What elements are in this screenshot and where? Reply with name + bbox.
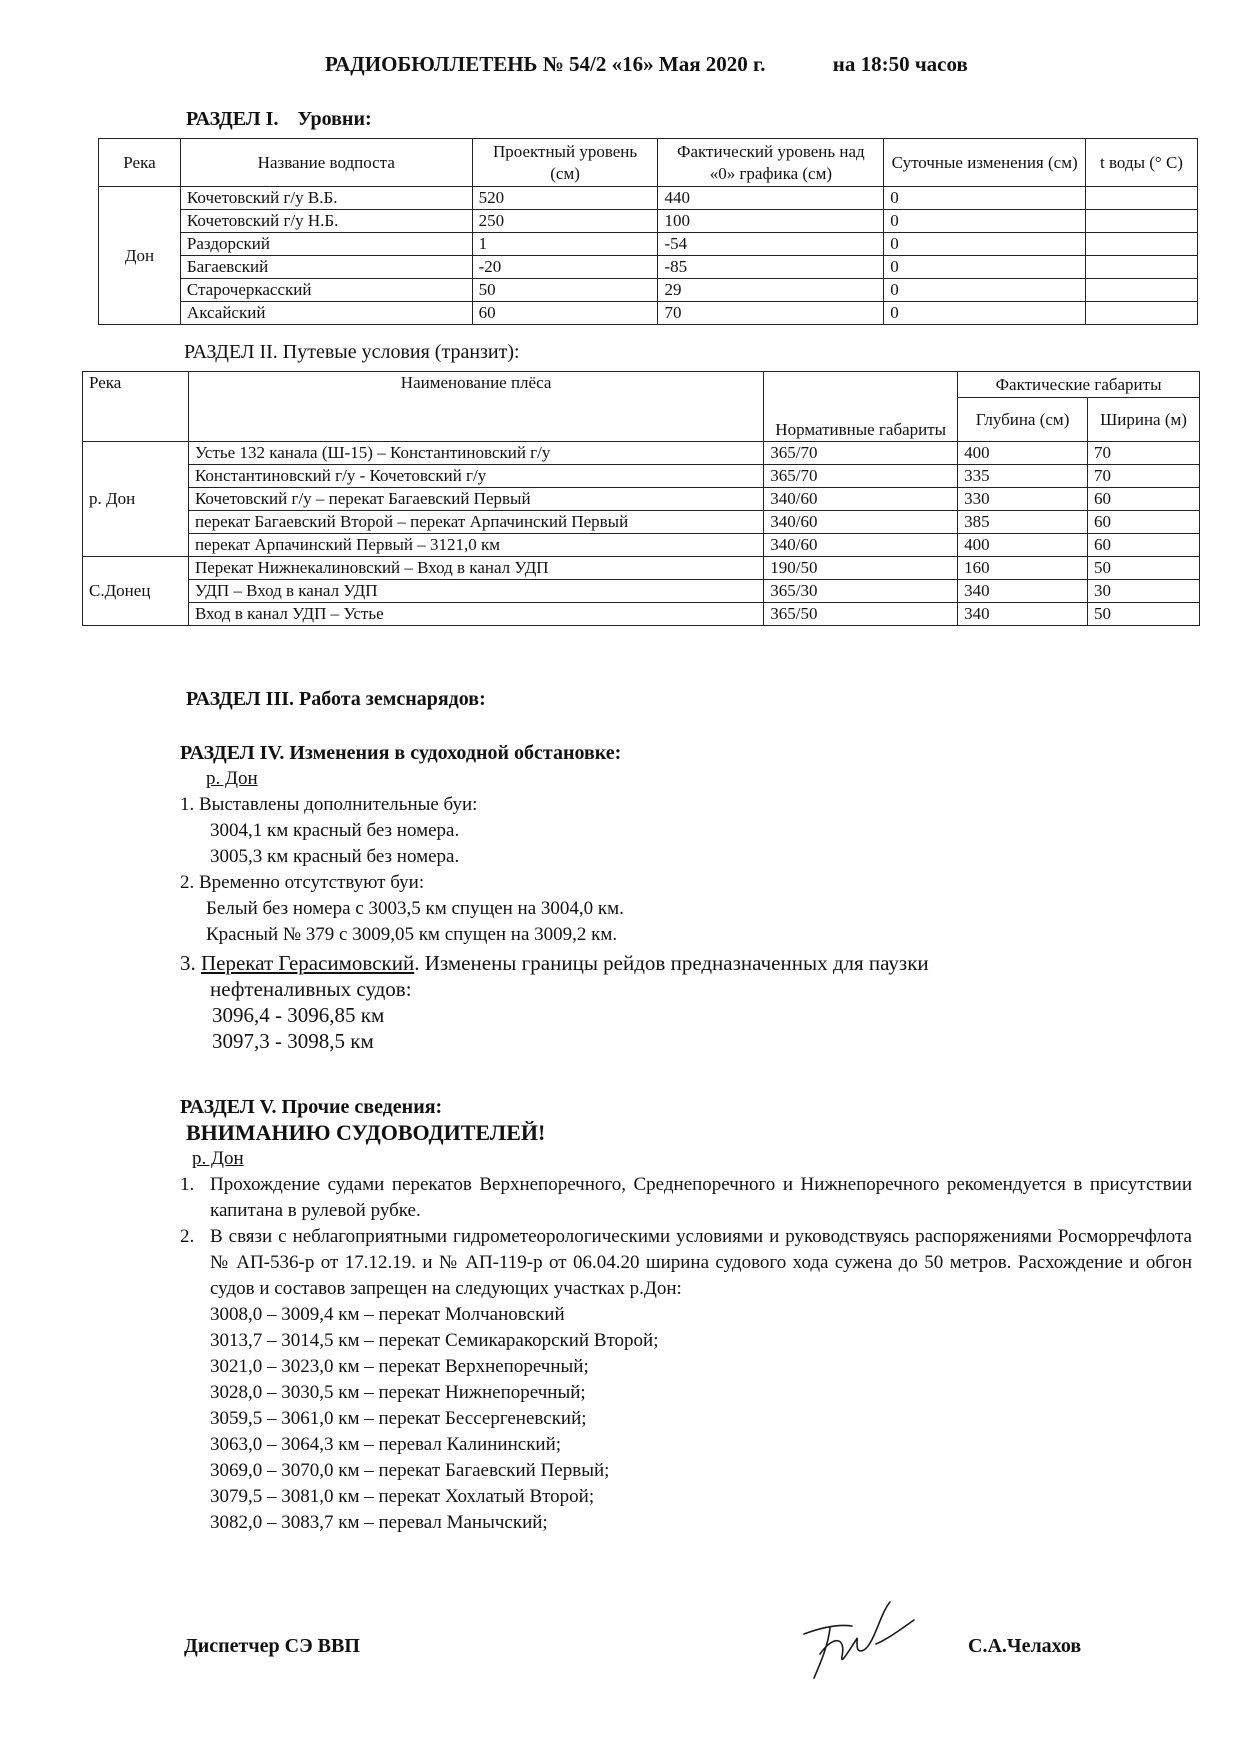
list-item: 3079,5 – 3081,0 км – перекат Хохлатый Второй; <box>210 1486 595 1507</box>
daily-change: 0 <box>884 233 1086 256</box>
water-temp <box>1086 256 1198 279</box>
norm-dimensions: 340/60 <box>764 488 958 511</box>
col-actual-level: Фактический уровень над «0» графика (см) <box>658 139 884 187</box>
table-row <box>83 488 1200 511</box>
section2-title: РАЗДЕЛ II. Путевые условия (транзит): <box>184 341 520 363</box>
actual-level: -54 <box>658 233 884 256</box>
section4-item2: 2. Временно отсутствуют буи: <box>180 872 425 893</box>
depth: 400 <box>958 534 1088 557</box>
width: 60 <box>1088 511 1200 534</box>
section4-title: РАЗДЕЛ IV. Изменения в судоходной обстановке: <box>180 742 622 764</box>
daily-change: 0 <box>884 256 1086 279</box>
section5-title: РАЗДЕЛ V. Прочие сведения: <box>180 1096 443 1118</box>
actual-level: 100 <box>658 210 884 233</box>
river-cell: Дон <box>99 187 181 325</box>
col-depth: Глубина (см) <box>958 398 1088 442</box>
table-row <box>83 580 1200 603</box>
daily-change: 0 <box>884 279 1086 302</box>
river-cell: С.Донец <box>83 557 189 626</box>
depth: 340 <box>958 580 1088 603</box>
post-name: Кочетовский г/у В.Б. <box>180 187 472 210</box>
table-row <box>83 603 1200 626</box>
col-norm-dimensions: Нормативные габариты <box>764 372 958 442</box>
section4-block <box>180 740 1100 1054</box>
buoy-missing-line: Белый без номера с 3003,5 км спущен на 3004,0 км. <box>206 898 624 919</box>
stretch-name: перекат Арпачинский Первый – 3121,0 км <box>188 534 763 557</box>
water-temp <box>1086 233 1198 256</box>
post-name: Раздорский <box>180 233 472 256</box>
item3-number: 3. <box>180 951 196 975</box>
daily-change: 0 <box>884 187 1086 210</box>
width: 50 <box>1088 557 1200 580</box>
buoy-added-line: 3004,1 км красный без номера. <box>210 820 460 841</box>
bulletin-title <box>325 52 968 77</box>
dispatcher-name: С.А.Челахов <box>968 1635 1082 1657</box>
col-water-temp: t воды (° С) <box>1086 139 1198 187</box>
table-row <box>99 187 1198 210</box>
table-row <box>99 256 1198 279</box>
table-row <box>99 302 1198 325</box>
stretch-name: УДП – Вход в канал УДП <box>188 580 763 603</box>
width: 60 <box>1088 534 1200 557</box>
table-row <box>99 233 1198 256</box>
width: 70 <box>1088 442 1200 465</box>
route-header-row <box>83 372 1200 398</box>
raid-boundary-line: 3097,3 - 3098,5 км <box>212 1029 374 1053</box>
daily-change: 0 <box>884 210 1086 233</box>
section4-item1: 1. Выставлены дополнительные буи: <box>180 794 478 815</box>
project-level: 520 <box>472 187 658 210</box>
actual-level: -85 <box>658 256 884 279</box>
width: 60 <box>1088 488 1200 511</box>
item3-place: Перекат Герасимовский <box>201 951 415 975</box>
levels-header-row <box>99 139 1198 187</box>
table-row <box>99 279 1198 302</box>
attention-heading: ВНИМАНИЮ СУДОВОДИТЕЛЕЙ! <box>186 1120 546 1145</box>
signature-image <box>790 1594 920 1684</box>
bulletin-time: на 18:50 часов <box>832 52 968 76</box>
list-item: 3082,0 – 3083,7 км – перевал Манычский; <box>210 1512 548 1533</box>
stretch-name: Константиновский г/у - Кочетовский г/у <box>188 465 763 488</box>
actual-level: 70 <box>658 302 884 325</box>
col-stretch-name: Наименование плёса <box>188 372 763 442</box>
dispatcher-position: Диспетчер СЭ ВВП <box>184 1635 360 1657</box>
section1-title: РАЗДЕЛ I. <box>186 108 279 130</box>
project-level: 50 <box>472 279 658 302</box>
water-temp <box>1086 302 1198 325</box>
bulletin-number-date: РАДИОБЮЛЛЕТЕНЬ № 54/2 «16» Мая 2020 г. <box>325 52 766 76</box>
post-name: Аксайский <box>180 302 472 325</box>
stretch-name: перекат Багаевский Второй – перекат Арпачинский Первый <box>188 511 763 534</box>
buoy-added-line: 3005,3 км красный без номера. <box>210 846 460 867</box>
width: 30 <box>1088 580 1200 603</box>
section4-item3 <box>180 950 1100 976</box>
section1-subtitle: Уровни: <box>297 108 372 130</box>
section5-item2 <box>180 1224 1192 1302</box>
col-width: Ширина (м) <box>1088 398 1200 442</box>
depth: 340 <box>958 603 1088 626</box>
width: 50 <box>1088 603 1200 626</box>
water-temp <box>1086 210 1198 233</box>
raid-boundary-line: 3096,4 - 3096,85 км <box>212 1003 385 1027</box>
levels-table <box>98 138 1198 325</box>
project-level: 60 <box>472 302 658 325</box>
list-item: 3028,0 – 3030,5 км – перекат Нижнепоречный; <box>210 1382 586 1403</box>
table-row <box>83 465 1200 488</box>
col-post-name: Название водпоста <box>180 139 472 187</box>
actual-level: 29 <box>658 279 884 302</box>
norm-dimensions: 190/50 <box>764 557 958 580</box>
col-river: Река <box>83 372 189 442</box>
col-project-level: Проектный уровень (см) <box>472 139 658 187</box>
section1-heading <box>186 108 372 131</box>
table-row <box>83 511 1200 534</box>
stretch-name: Вход в канал УДП – Устье <box>188 603 763 626</box>
stretch-name: Перекат Нижнекалиновский – Вход в канал УДП <box>188 557 763 580</box>
depth: 330 <box>958 488 1088 511</box>
list-item: 3021,0 – 3023,0 км – перекат Верхнепоречный; <box>210 1356 589 1377</box>
buoy-missing-line: Красный № 379 с 3009,05 км спущен на 3009,2 км. <box>206 924 618 945</box>
norm-dimensions: 365/50 <box>764 603 958 626</box>
river-cell: р. Дон <box>83 442 189 557</box>
list-item: 3059,5 – 3061,0 км – перекат Бессергеневский; <box>210 1408 587 1429</box>
list-item: 3008,0 – 3009,4 км – перекат Молчановский <box>210 1304 565 1325</box>
norm-dimensions: 365/70 <box>764 465 958 488</box>
col-daily-change: Суточные изменения (см) <box>884 139 1086 187</box>
table-row <box>99 210 1198 233</box>
width: 70 <box>1088 465 1200 488</box>
item3-text: . Изменены границы рейдов предназначенных для паузки <box>414 951 929 975</box>
section3-title: РАЗДЕЛ III. Работа земснарядов: <box>186 688 486 710</box>
project-level: 250 <box>472 210 658 233</box>
depth: 160 <box>958 557 1088 580</box>
norm-dimensions: 365/30 <box>764 580 958 603</box>
stretch-name: Устье 132 канала (Ш-15) – Константиновский г/у <box>188 442 763 465</box>
item3-text-cont: нефтеналивных судов: <box>210 977 412 1001</box>
item-number: 2. <box>180 1226 195 1247</box>
section5-block <box>180 1094 1192 1536</box>
post-name: Кочетовский г/у Н.Б. <box>180 210 472 233</box>
item2-text: В связи с неблагоприятными гидрометеорологическими условиями и руководствуясь распоряжениями Росморречфлота № АП-536-р от 17.12.19. и № АП-119-р от 06.04.20 ширина судового хода сужена до 50 метров. Расхождение и обгон судов и составов запрещен на следующих участках р.Дон: <box>210 1226 1192 1299</box>
norm-dimensions: 340/60 <box>764 534 958 557</box>
list-item: 3063,0 – 3064,3 км – перевал Калининский; <box>210 1434 562 1455</box>
depth: 400 <box>958 442 1088 465</box>
stretch-name: Кочетовский г/у – перекат Багаевский Первый <box>188 488 763 511</box>
water-temp <box>1086 279 1198 302</box>
col-river: Река <box>99 139 181 187</box>
depth: 385 <box>958 511 1088 534</box>
col-actual-dimensions: Фактические габариты <box>958 372 1200 398</box>
post-name: Старочеркасский <box>180 279 472 302</box>
daily-change: 0 <box>884 302 1086 325</box>
depth: 335 <box>958 465 1088 488</box>
list-item: 3069,0 – 3070,0 км – перекат Багаевский Первый; <box>210 1460 610 1481</box>
section4-river: р. Дон <box>206 768 258 789</box>
table-row <box>83 557 1200 580</box>
table-row <box>83 442 1200 465</box>
norm-dimensions: 340/60 <box>764 511 958 534</box>
restricted-sites-list <box>180 1302 1192 1536</box>
actual-level: 440 <box>658 187 884 210</box>
norm-dimensions: 365/70 <box>764 442 958 465</box>
item1-text: Прохождение судами перекатов Верхнепоречного, Среднепоречного и Нижнепоречного рекомендуется в присутствии капитана в рулевой рубке. <box>210 1174 1192 1221</box>
section5-river: р. Дон <box>192 1148 244 1169</box>
table-row <box>83 534 1200 557</box>
item-number: 1. <box>180 1174 195 1195</box>
post-name: Багаевский <box>180 256 472 279</box>
water-temp <box>1086 187 1198 210</box>
section5-item1 <box>180 1172 1192 1224</box>
project-level: 1 <box>472 233 658 256</box>
list-item: 3013,7 – 3014,5 км – перекат Семикаракорский Второй; <box>210 1330 659 1351</box>
route-conditions-table <box>82 371 1200 626</box>
project-level: -20 <box>472 256 658 279</box>
